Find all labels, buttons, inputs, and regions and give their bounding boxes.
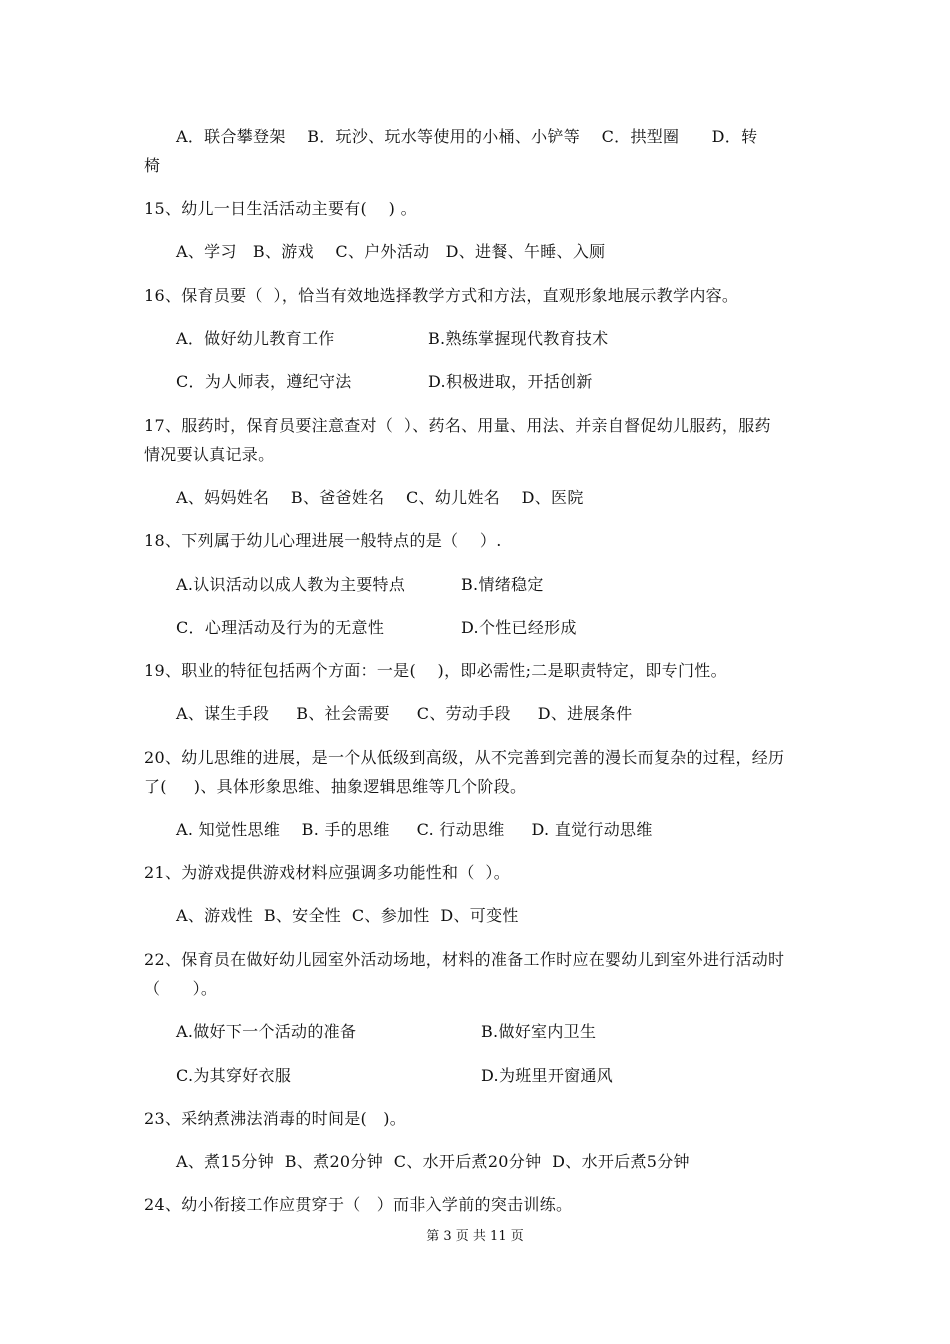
q23-options: A、煮15分钟 B、煮20分钟 C、水开后煮20分钟 D、水开后煮5分钟 [176,1152,690,1171]
question-24: 24、幼小衔接工作应贯穿于（ ）而非入学前的突击训练。 [144,1195,573,1214]
q14-options-wrap: 椅 [144,156,161,175]
question-16: 16、保育员要（ ），恰当有效地选择教学方式和方法，直观形象地展示教学内容。 [144,286,739,305]
question-23: 23、采纳煮沸法消毒的时间是( )。 [144,1109,407,1128]
question-15: 15、幼儿一日生活活动主要有( ) 。 [144,199,417,218]
q16-option-d: D.积极进取，开括创新 [428,372,593,391]
question-19: 19、职业的特征包括两个方面：一是( )，即必需性;二是职责特定，即专门性。 [144,661,727,680]
question-20-wrap: 了( )、具体形象思维、抽象逻辑思维等几个阶段。 [144,777,527,796]
question-20: 20、幼儿思维的进展，是一个从低级到高级，从不完善到完善的漫长而复杂的过程，经历 [144,748,785,767]
q22-option-b: B.做好室内卫生 [481,1022,597,1041]
q14-options-line: A．联合攀登架 B．玩沙、玩水等使用的小桶、小铲等 C．拱型圈 D．转 [176,127,758,146]
question-18: 18、下列属于幼儿心理进展一般特点的是（ ）. [144,531,502,550]
q16-option-a: A．做好幼儿教育工作 [176,329,335,348]
q22-option-a: A.做好下一个活动的准备 [176,1022,357,1041]
q21-options: A、游戏性 B、安全性 C、参加性 D、可变性 [176,906,519,925]
q17-options: A、妈妈姓名 B、爸爸姓名 C、幼儿姓名 D、医院 [176,488,584,507]
question-17-wrap: 情况要认真记录。 [144,445,275,464]
q18-option-d: D.个性已经形成 [461,618,577,637]
q22-option-d: D.为班里开窗通风 [481,1066,614,1085]
q15-options: A、学习 B、游戏 C、户外活动 D、进餐、午睡、入厕 [176,242,606,261]
question-22: 22、保育员在做好幼儿园室外活动场地，材料的准备工作时应在婴幼儿到室外进行活动时 [144,950,785,969]
q16-option-b: B.熟练掌握现代教育技术 [428,329,609,348]
q16-option-c: C．为人师表，遵纪守法 [176,372,352,391]
question-22-wrap: （ ）。 [144,979,218,998]
question-17: 17、服药时，保育员要注意查对（ ）、药名、用量、用法、并亲自督促幼儿服药，服药 [144,416,771,435]
q18-option-a: A.认识活动以成人教为主要特点 [176,575,406,594]
q18-option-b: B.情绪稳定 [461,575,544,594]
q19-options: A、谋生手段 B、社会需要 C、劳动手段 D、进展条件 [176,704,633,723]
question-21: 21、为游戏提供游戏材料应强调多功能性和（ ）。 [144,863,511,882]
q18-option-c: C．心理活动及行为的无意性 [176,618,385,637]
page-number-footer: 第 3 页 共 11 页 [426,1229,524,1244]
q22-option-c: C.为其穿好衣服 [176,1066,292,1085]
q20-options: A. 知觉性思维 B. 手的思维 C. 行动思维 D. 直觉行动思维 [176,820,653,839]
